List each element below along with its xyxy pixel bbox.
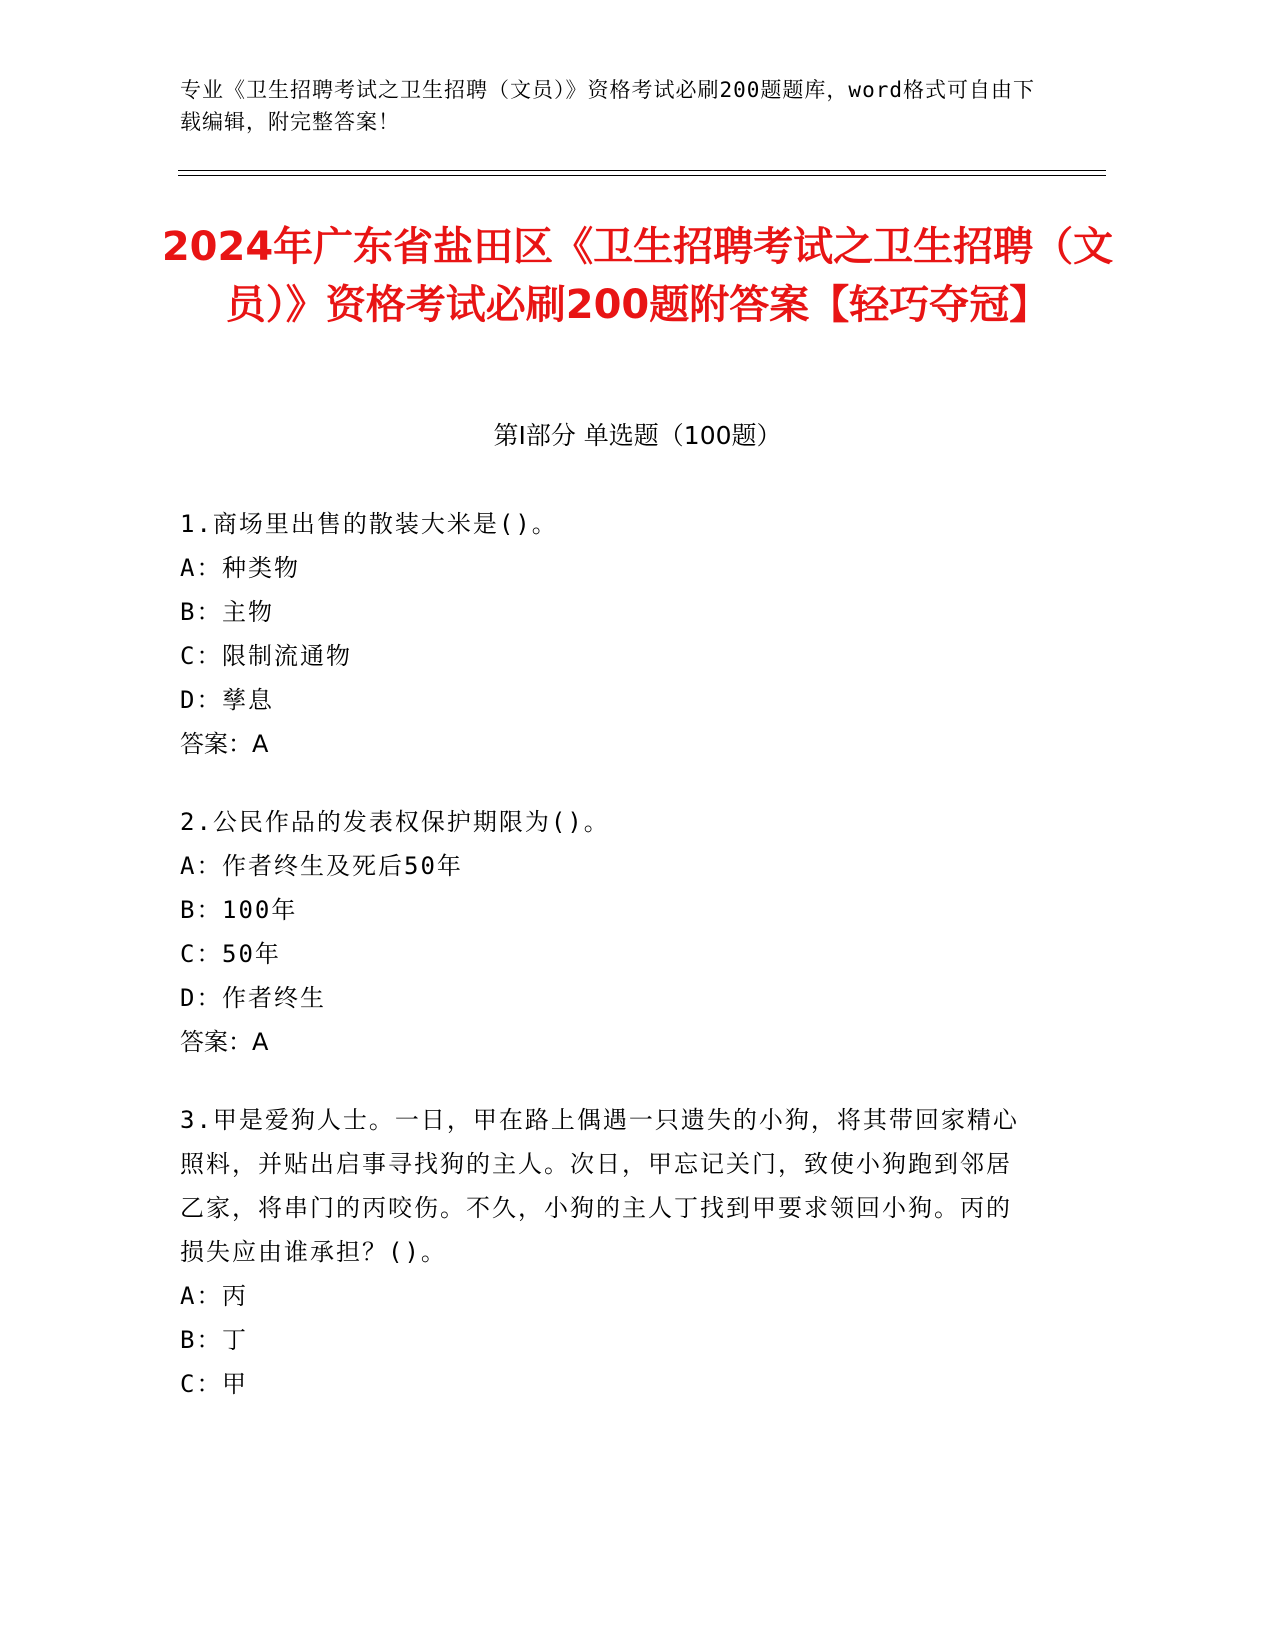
question-option bbox=[180, 932, 1030, 976]
option-text: 孳息 bbox=[222, 686, 274, 714]
question-list bbox=[180, 502, 1030, 1440]
question-option bbox=[180, 1362, 1030, 1406]
header-divider-bottom bbox=[178, 175, 1106, 176]
question-stem: 2.公民作品的发表权保护期限为()。 bbox=[180, 808, 610, 836]
question-option bbox=[180, 1274, 1030, 1318]
question-option bbox=[180, 634, 1030, 678]
option-text: 作者终生 bbox=[222, 984, 326, 1012]
option-key: C： bbox=[180, 1370, 223, 1398]
question-option bbox=[180, 1318, 1030, 1362]
option-key: A： bbox=[180, 852, 223, 880]
section-title: 第I部分 单选题（100题） bbox=[493, 421, 782, 450]
question-option bbox=[180, 976, 1030, 1020]
header-note: 专业《卫生招聘考试之卫生招聘（文员）》资格考试必刷200题题库，word格式可自由下载编辑，附完整答案！ bbox=[180, 78, 1035, 134]
header-divider-top bbox=[178, 170, 1106, 171]
document-title: 2024年广东省盐田区《卫生招聘考试之卫生招聘（文员）》资格考试必刷200题附答案【轻巧夺冠】 bbox=[161, 224, 1114, 328]
option-key: A： bbox=[180, 554, 223, 582]
question-2 bbox=[180, 800, 1030, 1064]
option-text: 种类物 bbox=[222, 554, 300, 582]
option-text: 甲 bbox=[222, 1370, 248, 1398]
question-option bbox=[180, 844, 1030, 888]
question-option bbox=[180, 590, 1030, 634]
question-answer: 答案：A bbox=[180, 1028, 269, 1056]
option-key: C： bbox=[180, 940, 223, 968]
option-key: B： bbox=[180, 896, 223, 924]
option-key: B： bbox=[180, 1326, 223, 1354]
option-text: 限制流通物 bbox=[222, 642, 352, 670]
option-key: A： bbox=[180, 1282, 223, 1310]
option-text: 作者终生及死后50年 bbox=[222, 852, 463, 880]
option-text: 100年 bbox=[222, 896, 298, 924]
question-answer: 答案：A bbox=[180, 730, 269, 758]
option-key: D： bbox=[180, 984, 223, 1012]
question-1 bbox=[180, 502, 1030, 766]
option-text: 50年 bbox=[222, 940, 281, 968]
question-stem: 3.甲是爱狗人士。一日，甲在路上偶遇一只遗失的小狗，将其带回家精心照料，并贴出启事寻找狗的主人。次日，甲忘记关门，致使小狗跑到邻居乙家，将串门的丙咬伤。不久，小狗的主人丁找到甲要求领回小狗。丙的损失应由谁承担？()。 bbox=[180, 1106, 1019, 1266]
option-text: 主物 bbox=[222, 598, 274, 626]
question-stem: 1.商场里出售的散装大米是()。 bbox=[180, 510, 558, 538]
option-key: C： bbox=[180, 642, 223, 670]
option-key: B： bbox=[180, 598, 223, 626]
option-key: D： bbox=[180, 686, 223, 714]
option-text: 丙 bbox=[222, 1282, 248, 1310]
question-3 bbox=[180, 1098, 1030, 1406]
question-option bbox=[180, 888, 1030, 932]
question-option bbox=[180, 678, 1030, 722]
question-option bbox=[180, 546, 1030, 590]
option-text: 丁 bbox=[222, 1326, 248, 1354]
